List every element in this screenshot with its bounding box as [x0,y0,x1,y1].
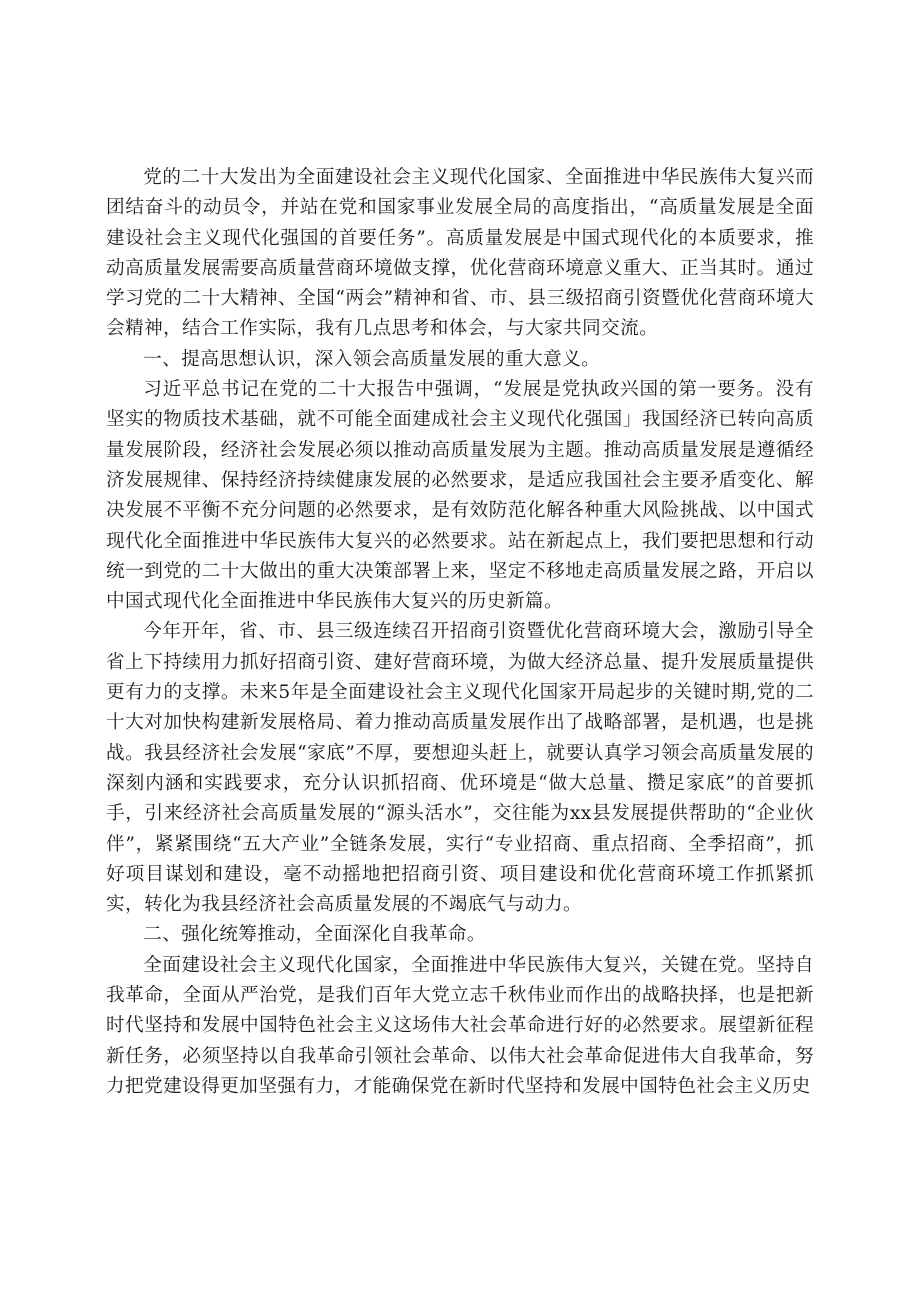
body-paragraph: 今年开年，省、市、县三级连续召开招商引资暨优化营商环境大会，激励引导全省上下持续用力抓好招商引资、建好营商环境，为做大经济总量、提升发展质量提供更有力的支撑。未来5年是全面建设社会主义现代化国家开局起步的关键时期,党的二十大对加快构建新发展格局、着力推动高质量发展作出了战略部署，是机遇，也是挑战。我县经济社会发展“家底”不厚，要想迎头赶上，就要认真学习领会高质量发展的深刻内涵和实践要求，充分认识抓招商、优环境是“做大总量、攒足家底”的首要抓手，引来经济社会高质量发展的“源头活水”，交往能为xx县发展提供帮助的“企业伙伴”，紧紧围绕“五大产业”全链条发展，实行“专业招商、重点招商、全季招商”，抓好项目谋划和建设，毫不动摇地把招商引资、项目建设和优化营商环境工作抓紧抓实，转化为我县经济社会高质量发展的不竭底气与动力。 [106,621,814,916]
body-paragraph: 全面建设社会主义现代化国家，全面推进中华民族伟大复兴，关键在党。坚持自我革命，全面从严治党，是我们百年大党立志千秋伟业而作出的战略抉择，也是把新时代坚持和发展中国特色社会主义这场伟大社会革命进行好的必然要求。展望新征程新任务，必须坚持以自我革命引领社会革命、以伟大社会革命促进伟大自我革命，努力把党建设得更加坚强有力，才能确保党在新时代坚持和发展中国特色社会主义历史 [106,954,814,1097]
document-body [106,163,814,1102]
intro-paragraph: 党的二十大发出为全面建设社会主义现代化国家、全面推进中华民族伟大复兴而团结奋斗的动员令，并站在党和国家事业发展全局的高度指出，“高质量发展是全面建设社会主义现代化强国的首要任务”。高质量发展是中国式现代化的本质要求，推动高质量发展需要高质量营商环境做支撑，优化营商环境意义重大、正当其时。通过学习党的二十大精神、全国“两会”精神和省、市、县三级招商引资暨优化营商环境大会精神，结合工作实际，我有几点思考和体会，与大家共同交流。 [106,167,814,340]
body-paragraph: 习近平总书记在党的二十大报告中强调，“发展是党执政兴国的第一要务。没有坚实的物质技术基础，就不可能全面建成社会主义现代化强国」我国经济已转向高质量发展阶段，经济社会发展必须以推动高质量发展为主题。推动高质量发展是遵循经济发展规律、保持经济持续健康发展的必然要求，是适应我国社会主要矛盾变化、解决发展不平衡不充分问题的必然要求，是有效防范化解各种重大风险挑战、以中国式现代化全面推进中华民族伟大复兴的必然要求。站在新起点上，我们要把思想和行动统一到党的二十大做出的重大决策部署上来，坚定不移地走高质量发展之路，开启以中国式现代化全面推进中华民族伟大复兴的历史新篇。 [106,379,814,613]
section-heading-one: 一、提高思想认识，深入领会高质量发展的重大意义。 [143,348,601,370]
section-heading-two: 二、强化统筹推动，全面深化自我革命。 [143,924,486,946]
